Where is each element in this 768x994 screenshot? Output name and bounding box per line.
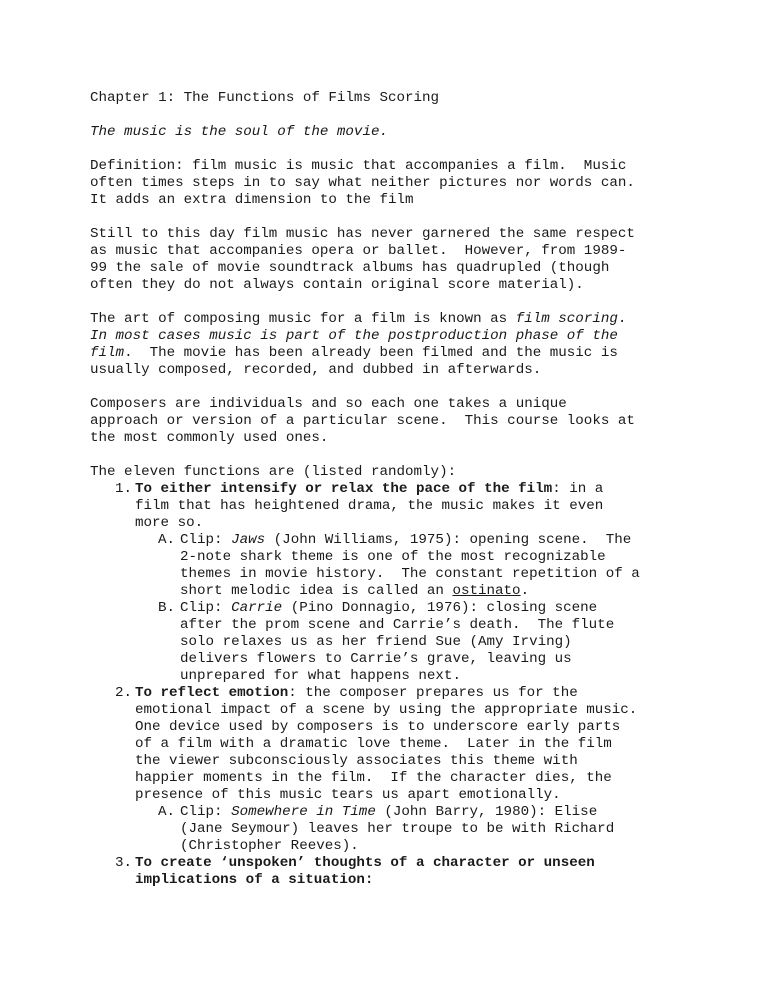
list-item-function-1: 1. To either intensify or relax the pace of the film: in a film that has heightened drama, the music makes it even more so. <box>115 481 604 531</box>
list-number: 2. <box>115 685 133 701</box>
term-ostinato: ostinato <box>452 583 521 599</box>
term-film-scoring: film scoring <box>515 311 618 327</box>
functions-section <box>90 464 690 889</box>
list-item-function-3 <box>90 855 690 889</box>
film-title: Jaws <box>231 532 266 548</box>
list-item-function-2: 2. To reflect emotion: the composer prepares us for the emotional impact of a scene by using the appropriate music. One device used by composers is to underscore early parts of a film with a dramatic love theme. Later in the film the viewer subconsciously associates this theme with happier moments in the film. If the character dies, the presence of this music tears us apart emotionally. <box>115 685 638 803</box>
definition-paragraph: Definition: film music is music that accompanies a film. Music often times steps in to say what neither pictures nor words can. It adds an extra dimension to the film <box>90 158 635 208</box>
list-subitem-jaws: A. Clip: Jaws (John Williams, 1975): opening scene. The 2-note shark theme is one of the most recognizable themes in movie history. The constant repetition of a short melodic idea is called an ostinato. <box>158 532 640 599</box>
list-letter: A. <box>158 532 176 548</box>
list-number: 3. <box>115 855 133 871</box>
list-letter: A. <box>158 804 176 820</box>
respect-paragraph: Still to this day film music has never garnered the same respect as music that accompanies opera or ballet. However, from 1989- 99 the sale of movie soundtrack albums has quadrupled (though often they do not always contain original score material). <box>90 226 635 293</box>
list-number: 1. <box>115 481 133 497</box>
epigraph: The music is the soul of the movie. <box>90 124 388 140</box>
list-intro: The eleven functions are (listed randomly): <box>90 464 457 480</box>
chapter-title: Chapter 1: The Functions of Films Scoring <box>90 90 440 106</box>
list-letter: B. <box>158 600 176 616</box>
film-title: Somewhere in Time <box>231 804 376 820</box>
document-page <box>90 90 690 889</box>
function-heading-cont: implications of a situation: <box>135 872 374 888</box>
function-heading: To create ‘unspoken’ thoughts of a character or unseen <box>135 855 595 871</box>
scoring-paragraph: The art of composing music for a film is known as film scoring. In most cases music is part of the postproduction phase of the film. The movie has been already been filmed and the music is usually composed, recorded, and dubbed in afterwards. <box>90 311 627 378</box>
film-title: Carrie <box>231 600 283 616</box>
list-subitem-carrie: B. Clip: Carrie (Pino Donnagio, 1976): closing scene after the prom scene and Carrie’s death. The flute solo relaxes us as her friend Sue (Amy Irving) delivers flowers to Carrie’s grave, leaving us unprepared for what happens next. <box>158 600 615 684</box>
composers-paragraph: Composers are individuals and so each one takes a unique approach or version of a particular scene. This course looks at the most commonly used ones. <box>90 396 635 446</box>
list-subitem-somewhere-in-time: A. Clip: Somewhere in Time (John Barry, 1980): Elise (Jane Seymour) leaves her troupe to be with Richard (Christopher Reeves). <box>158 804 615 854</box>
function-heading: To reflect emotion <box>135 685 289 701</box>
function-heading: To either intensify or relax the pace of the film <box>135 481 553 497</box>
